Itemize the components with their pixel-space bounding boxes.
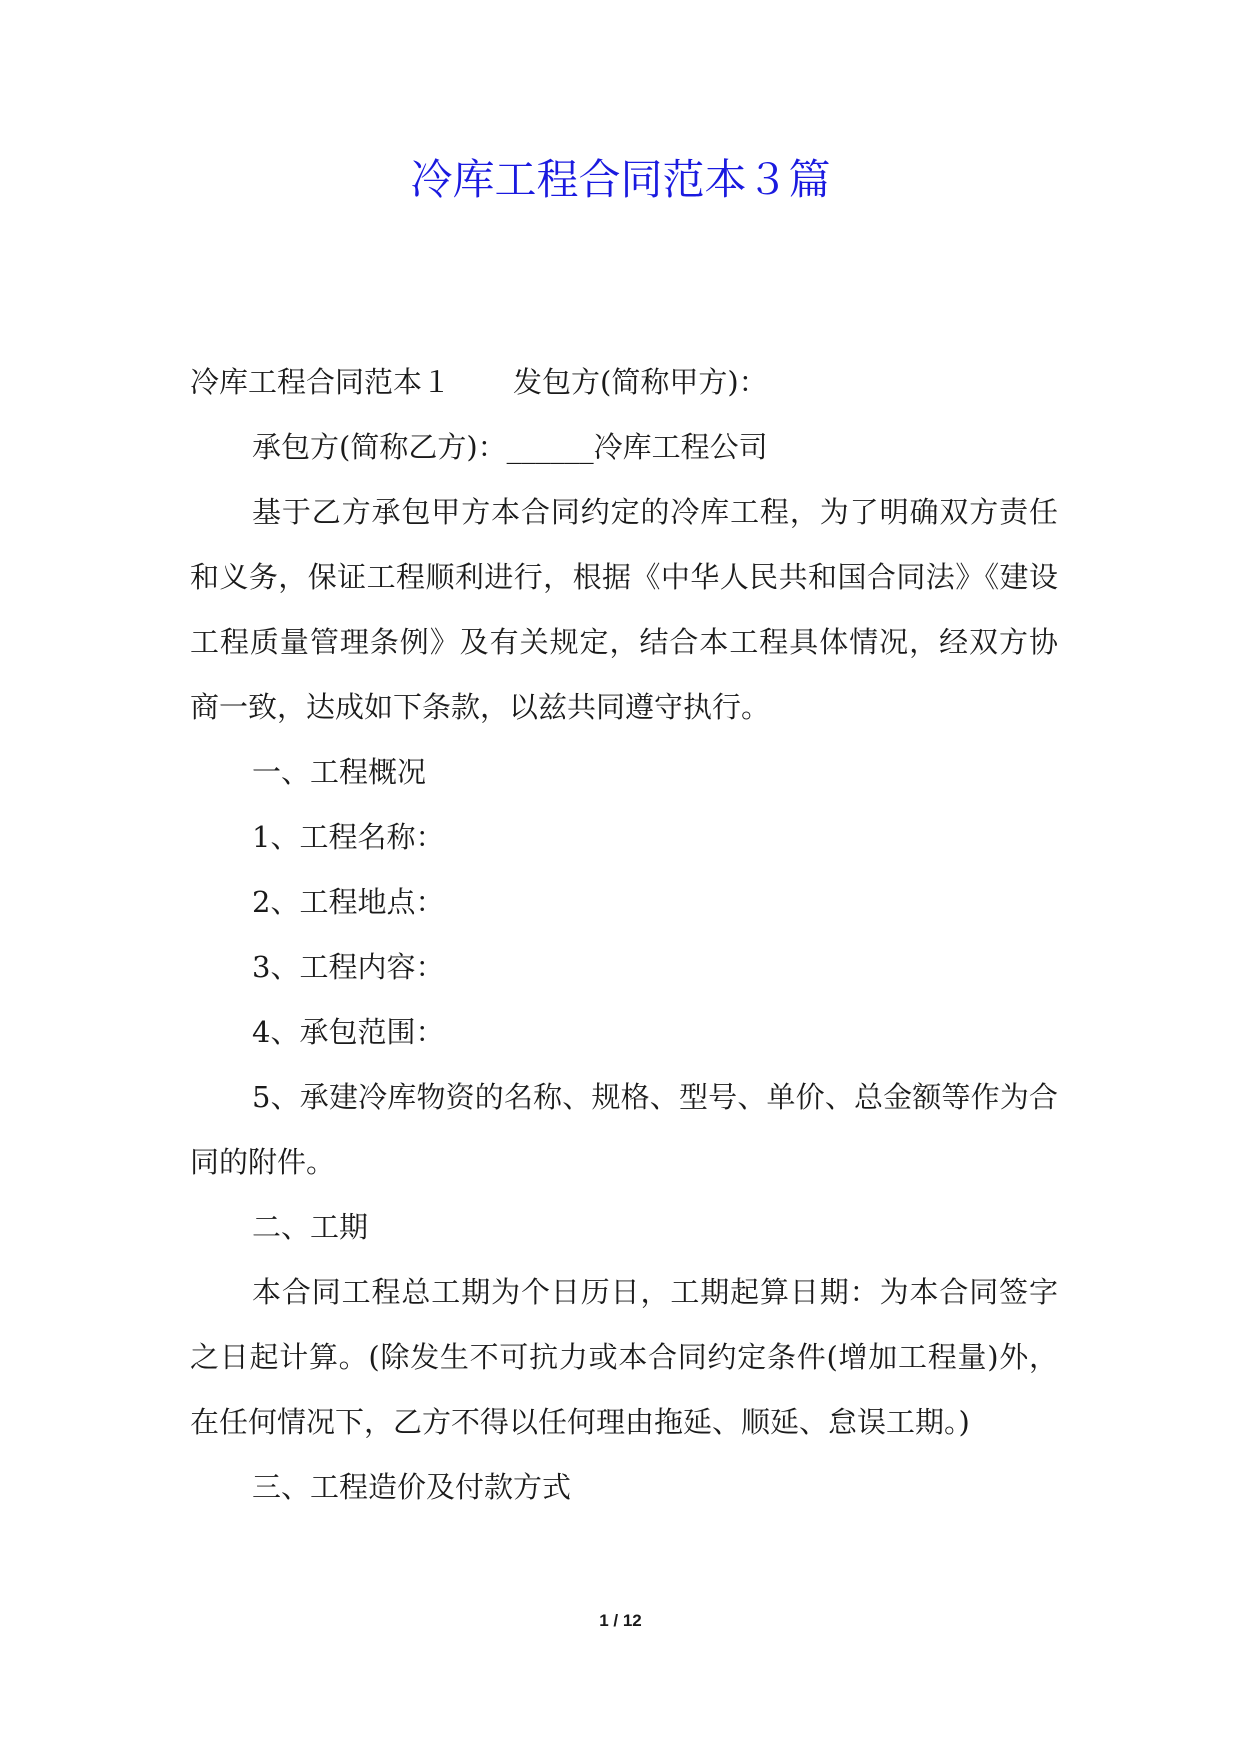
schedule-paragraph: 本合同工程总工期为个日历日，工期起算日期：为本合同签字之日起计算。(除发生不可抗力或本合同约定条件(增加工程量)外，在任何情况下，乙方不得以任何理由拖延、顺延、怠误工期。) (190, 1275, 1058, 1439)
document-body (190, 350, 1058, 1520)
list-item: 3、工程内容： (252, 950, 445, 984)
list-item: 5、承建冷库物资的名称、规格、型号、单价、总金额等作为合同的附件。 (190, 1080, 1058, 1179)
list-item: 2、工程地点： (252, 885, 445, 919)
page-title: 冷库工程合同范本３篇 (410, 155, 831, 204)
list-item: 4、承包范围： (252, 1015, 445, 1049)
list-item: 1、工程名称： (252, 820, 445, 854)
section-heading-payment: 三、工程造价及付款方式 (252, 1470, 572, 1504)
contract-number: 冷库工程合同范本１ (190, 365, 452, 399)
preamble-paragraph: 基于乙方承包甲方本合同约定的冷库工程，为了明确双方责任和义务，保证工程顺利进行，根据《中华人民共和国合同法》《建设工程质量管理条例》及有关规定，结合本工程具体情况，经双方协商一致，达成如下条款，以兹共同遵守执行。 (190, 495, 1058, 724)
page-number: 1 / 12 (599, 1611, 642, 1630)
section-heading-overview: 一、工程概况 (252, 755, 427, 789)
party-b-line: 承包方(简称乙方)：______冷库工程公司 (252, 430, 768, 464)
party-a-label: 发包方(简称甲方)： (513, 365, 768, 399)
section-heading-schedule: 二、工期 (252, 1210, 369, 1244)
contract-heading-line (190, 350, 1058, 415)
